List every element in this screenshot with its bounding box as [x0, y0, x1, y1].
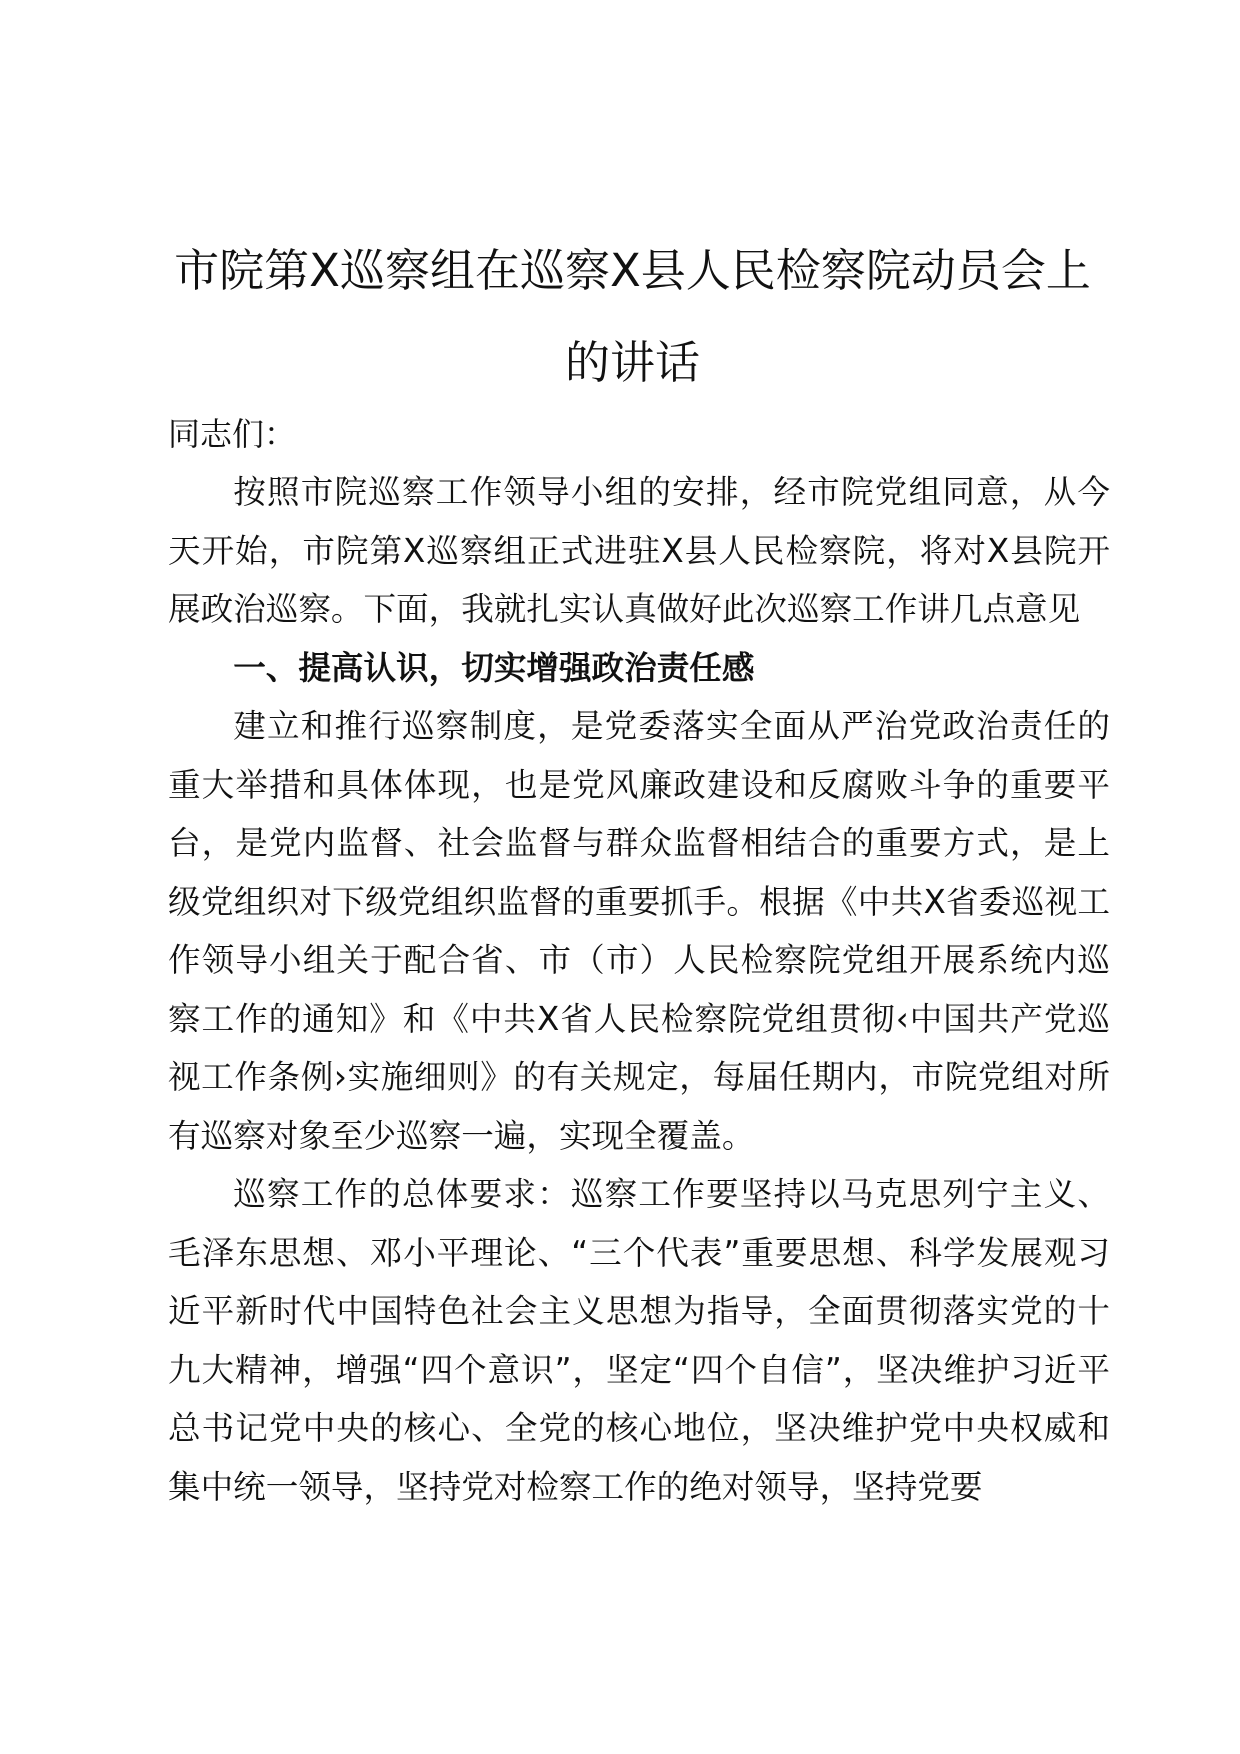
paragraph-inspection-system: 建立和推行巡察制度，是党委落实全面从严治党政治责任的重大举措和具体体现，也是党风廉政建设和反腐败斗争的重要平台，是党内监督、社会监督与群众监督相结合的重要方式，是上级党组织对下级党组织监督的重要抓手。根据《中共X省委巡视工作领导小组关于配合省、市（市）人民检察院党组开展系统内巡察工作的通知》和《中共X省人民检察院党组贯彻‹中国共产党巡视工作条例›实施细则》的有关规定，每届任期内，市院党组对所有巡察对象至少巡察一遍，实现全覆盖。 [168, 707, 1110, 1155]
paragraph-general-requirements: 巡察工作的总体要求：巡察工作要坚持以马克思列宁主义、毛泽东思想、邓小平理论、“三个代表”重要思想、科学发展观习近平新时代中国特色社会主义思想为指导，全面贯彻落实党的十九大精神，增强“四个意识”，坚定“四个自信”，坚决维护习近平总书记党中央的核心、全党的核心地位，坚决维护党中央权威和集中统一领导，坚持党对检察工作的绝对领导，坚持党要 [168, 1175, 1110, 1506]
salutation: 同志们： [168, 415, 297, 453]
paragraph-intro: 按照市院巡察工作领导小组的安排，经市院党组同意，从今天开始，市院第X巡察组正式进驻X县人民检察院，将对X县院开展政治巡察。下面，我就扎实认真做好此次巡察工作讲几点意见 [168, 473, 1110, 628]
document-title: 市院第X巡察组在巡察X县人民检察院动员会上的讲话 [174, 244, 1091, 389]
section-heading-1: 一、提高认识，切实增强政治责任感 [233, 648, 755, 687]
document-body [168, 463, 1110, 1516]
